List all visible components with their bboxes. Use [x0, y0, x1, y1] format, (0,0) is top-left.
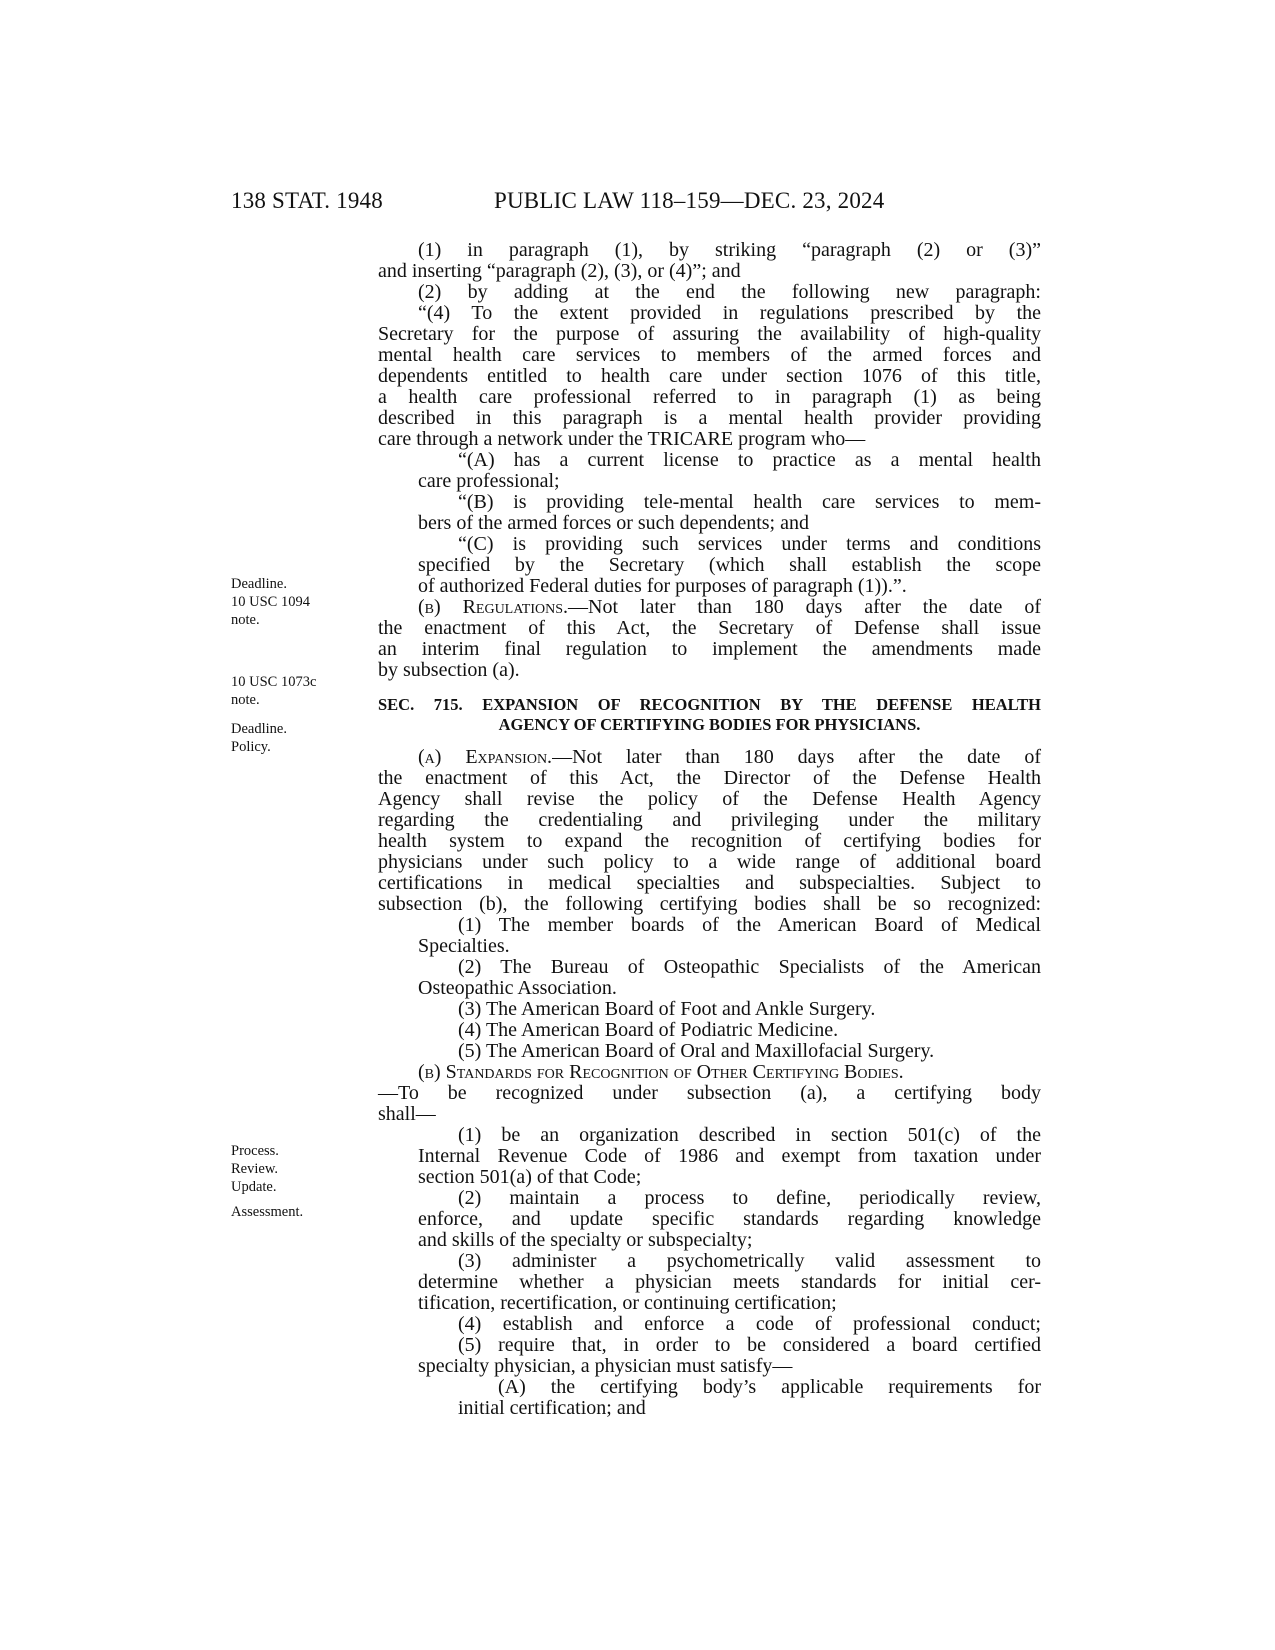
standard-3: (3) administer a psychometrically valid assessment to determine whether a physician meets standards for initial cer- tification, recertification, or continuing certification; [418, 1250, 1041, 1314]
margin-note-process-review-update: Process. Review. Update. [231, 1143, 279, 1195]
public-law-title: PUBLIC LAW 118–159—DEC. 23, 2024 [494, 188, 885, 213]
subparagraph-4A: “(A) has a current license to practice as a mental health care professional; [418, 449, 1041, 492]
standard-4: (4) establish and enforce a code of professional conduct; [458, 1313, 1041, 1335]
subsection-a-expansion: (a) Expansion.—Not later than 180 days after the date of the enactment of this Act, the Director of the Defense Health Agency shall revise the policy of the Defense Health Agency regarding the credentialing and privileging under the military health system to expand the recognition of certifying bodies for physicians under such policy to a wide range of additional board certifications in medical specialties and subspecialties. Subject to subsection (b), the following certifying bodies shall be so recognized: [378, 746, 1041, 915]
margin-note-assessment: Assessment. [231, 1204, 304, 1220]
section-715-heading: SEC. 715. EXPANSION OF RECOGNITION BY THE DEFENSE HEALTH AGENCY OF CERTIFYING BODIES FOR PHYSICIANS. [378, 695, 1041, 734]
certifying-body-3: (3) The American Board of Foot and Ankle Surgery. [458, 998, 876, 1020]
new-paragraph-4: “(4) To the extent provided in regulations prescribed by the Secretary for the purpose of assuring the availability of high-quality mental health care services to members of the armed forces and dependents entitled to health care under section 1076 of this title, a health care professional referred to in paragraph (1) as being described in this paragraph is a mental health provider providing care through a network under the TRICARE program who— [378, 302, 1041, 450]
subparagraph-4B: “(B) is providing tele-mental health care services to mem- bers of the armed forces or such dependents; and [418, 491, 1041, 534]
amendment-paragraph-2: (2) by adding at the end the following new paragraph: [418, 281, 1041, 303]
standard-2: (2) maintain a process to define, periodically review, enforce, and update specific standards regarding knowledge and skills of the specialty or subspecialty; [418, 1187, 1041, 1251]
certifying-body-4: (4) The American Board of Podiatric Medicine. [458, 1019, 839, 1041]
certifying-body-1: (1) The member boards of the American Board of Medical Specialties. [418, 914, 1041, 957]
standard-5: (5) require that, in order to be considered a board certified specialty physician, a physician must satisfy— [418, 1334, 1041, 1377]
subsection-b-regulations: (b) Regulations.—Not later than 180 days after the date of the enactment of this Act, the Secretary of Defense shall issue an interim final regulation to implement the amendments made by subsection (a). [378, 596, 1042, 681]
subsection-b-standards-text: —To be recognized under subsection (a), a certifying body shall— [378, 1082, 1041, 1125]
certifying-body-2: (2) The Bureau of Osteopathic Specialists of the American Osteopathic Association. [418, 956, 1041, 999]
page-header [0, 188, 1275, 224]
amendment-paragraph-1: (1) in paragraph (1), by striking “paragraph (2) or (3)” and inserting “paragraph (2), (3), or (4)”; and [378, 239, 1041, 282]
margin-note-deadline-policy: Deadline. Policy. [231, 721, 287, 755]
subparagraph-4C: “(C) is providing such services under terms and conditions specified by the Secretary (which shall establish the scope of authorized Federal duties for purposes of paragraph (1)).”. [418, 533, 1041, 597]
standard-1: (1) be an organization described in section 501(c) of the Internal Revenue Code of 1986 and exempt from taxation under section 501(a) of that Code; [418, 1124, 1041, 1188]
stat-page-number: 138 STAT. 1948 [231, 188, 383, 213]
statute-body [378, 240, 1041, 1419]
subsection-b-standards [378, 1062, 1041, 1083]
standards-label: (b) Standards for Recognition of Other Certifying Bodies. [418, 1061, 904, 1083]
certifying-body-5: (5) The American Board of Oral and Maxillofacial Surgery. [458, 1040, 935, 1062]
margin-note-deadline-10usc1094: Deadline. 10 USC 1094 note. [231, 576, 310, 628]
expansion-label: (a) Expansion. [418, 746, 553, 768]
regulations-label: (b) Regulations. [418, 596, 569, 618]
margin-note-10usc1073c: 10 USC 1073c note. [231, 674, 317, 708]
standard-5A: (A) the certifying body’s applicable requirements for initial certification; and [458, 1376, 1041, 1419]
